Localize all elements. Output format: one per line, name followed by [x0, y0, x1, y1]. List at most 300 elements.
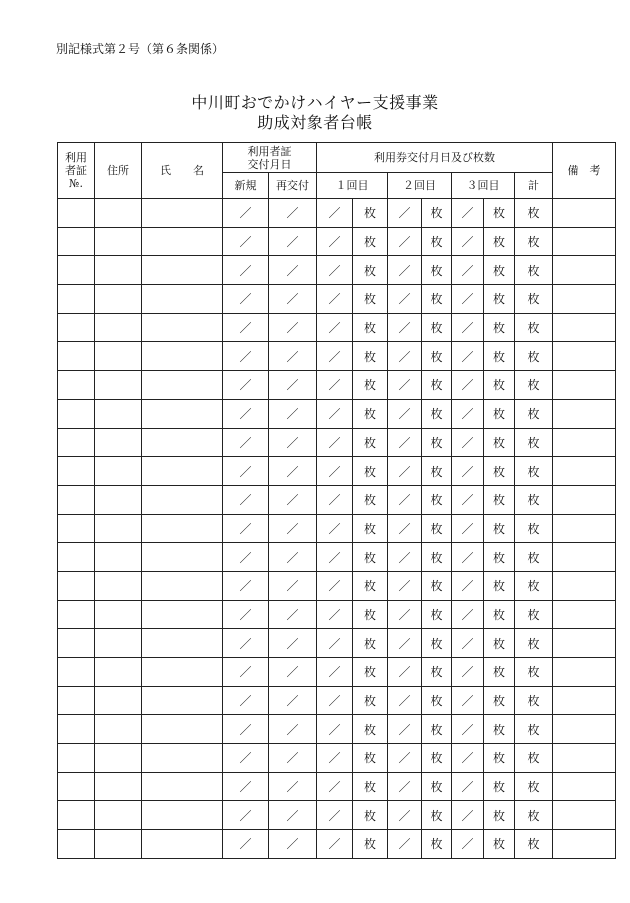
cell-third-sheets: 枚	[484, 801, 515, 830]
document-subtitle: 助成対象者台帳	[257, 113, 373, 132]
cell-first-date: ／	[317, 285, 353, 314]
cell-third-date: ／	[452, 457, 484, 486]
cell-total-sheets: 枚	[515, 227, 553, 256]
cell-third-sheets: 枚	[484, 600, 515, 629]
cell-third-sheets: 枚	[484, 485, 515, 514]
table-row	[58, 830, 616, 859]
cell-second-date: ／	[388, 543, 422, 572]
cell-first-sheets: 枚	[353, 571, 388, 600]
cell-third-date: ／	[452, 629, 484, 658]
cell-new-date: ／	[223, 227, 269, 256]
cell-second-sheets: 枚	[422, 371, 452, 400]
cell-total-sheets: 枚	[515, 543, 553, 572]
cell-third-date: ／	[452, 514, 484, 543]
cell-second-sheets: 枚	[422, 428, 452, 457]
cell-user-no	[58, 514, 95, 543]
cell-user-no	[58, 227, 95, 256]
cell-second-date: ／	[388, 629, 422, 658]
cell-user-no	[58, 457, 95, 486]
cell-reissue-date: ／	[269, 744, 317, 773]
cell-new-date: ／	[223, 658, 269, 687]
table-row	[58, 629, 616, 658]
cell-total-sheets: 枚	[515, 199, 553, 228]
cell-reissue-date: ／	[269, 342, 317, 371]
cell-second-date: ／	[388, 514, 422, 543]
cell-reissue-date: ／	[269, 485, 317, 514]
cell-remarks	[553, 629, 616, 658]
cell-remarks	[553, 313, 616, 342]
cell-reissue-date: ／	[269, 543, 317, 572]
table-row	[58, 744, 616, 773]
cell-address	[95, 371, 142, 400]
header-voucher-issue: 利用券交付月日及び枚数	[317, 143, 553, 173]
header-total: 計	[515, 173, 553, 199]
cell-second-sheets: 枚	[422, 686, 452, 715]
cell-first-date: ／	[317, 744, 353, 773]
table-row	[58, 715, 616, 744]
cell-total-sheets: 枚	[515, 457, 553, 486]
cell-new-date: ／	[223, 801, 269, 830]
cell-name	[142, 629, 223, 658]
cell-total-sheets: 枚	[515, 313, 553, 342]
cell-remarks	[553, 801, 616, 830]
cell-second-date: ／	[388, 399, 422, 428]
cell-first-sheets: 枚	[353, 629, 388, 658]
cell-second-sheets: 枚	[422, 629, 452, 658]
cell-new-date: ／	[223, 744, 269, 773]
cell-second-date: ／	[388, 457, 422, 486]
cell-third-date: ／	[452, 600, 484, 629]
cell-first-date: ／	[317, 428, 353, 457]
cell-second-sheets: 枚	[422, 744, 452, 773]
document-title: 中川町おでかけハイヤー支援事業	[191, 93, 439, 112]
cell-remarks	[553, 485, 616, 514]
cell-address	[95, 514, 142, 543]
cell-second-sheets: 枚	[422, 285, 452, 314]
cell-third-sheets: 枚	[484, 543, 515, 572]
table-row	[58, 428, 616, 457]
cell-third-date: ／	[452, 830, 484, 859]
ledger-table	[57, 142, 616, 859]
cell-user-no	[58, 285, 95, 314]
cell-first-sheets: 枚	[353, 830, 388, 859]
cell-third-sheets: 枚	[484, 744, 515, 773]
cell-first-date: ／	[317, 571, 353, 600]
cell-first-date: ／	[317, 629, 353, 658]
header-address: 住所	[95, 143, 142, 199]
cell-reissue-date: ／	[269, 371, 317, 400]
cell-second-sheets: 枚	[422, 715, 452, 744]
cell-user-no	[58, 571, 95, 600]
cell-first-sheets: 枚	[353, 399, 388, 428]
table-row	[58, 285, 616, 314]
cell-address	[95, 686, 142, 715]
table-row	[58, 514, 616, 543]
cell-third-date: ／	[452, 199, 484, 228]
table-row	[58, 371, 616, 400]
cell-total-sheets: 枚	[515, 571, 553, 600]
cell-second-date: ／	[388, 285, 422, 314]
header-remarks: 備 考	[553, 143, 616, 199]
cell-address	[95, 772, 142, 801]
cell-first-sheets: 枚	[353, 485, 388, 514]
cell-second-sheets: 枚	[422, 485, 452, 514]
cell-address	[95, 227, 142, 256]
cell-first-date: ／	[317, 658, 353, 687]
cell-name	[142, 715, 223, 744]
cell-first-sheets: 枚	[353, 543, 388, 572]
cell-new-date: ／	[223, 686, 269, 715]
cell-second-sheets: 枚	[422, 514, 452, 543]
cell-reissue-date: ／	[269, 428, 317, 457]
cell-second-date: ／	[388, 371, 422, 400]
cell-reissue-date: ／	[269, 457, 317, 486]
cell-remarks	[553, 457, 616, 486]
cell-third-date: ／	[452, 772, 484, 801]
table-row	[58, 801, 616, 830]
cell-first-date: ／	[317, 686, 353, 715]
cell-remarks	[553, 285, 616, 314]
cell-total-sheets: 枚	[515, 514, 553, 543]
cell-reissue-date: ／	[269, 399, 317, 428]
cell-first-date: ／	[317, 399, 353, 428]
cell-name	[142, 428, 223, 457]
cell-remarks	[553, 256, 616, 285]
cell-new-date: ／	[223, 285, 269, 314]
cell-total-sheets: 枚	[515, 772, 553, 801]
cell-name	[142, 371, 223, 400]
cell-first-date: ／	[317, 801, 353, 830]
cell-second-date: ／	[388, 199, 422, 228]
cell-second-date: ／	[388, 686, 422, 715]
cell-user-no	[58, 342, 95, 371]
cell-first-date: ／	[317, 543, 353, 572]
cell-new-date: ／	[223, 830, 269, 859]
header-third: ３回目	[452, 173, 515, 199]
cell-second-sheets: 枚	[422, 801, 452, 830]
cell-user-no	[58, 658, 95, 687]
header-first: １回目	[317, 173, 388, 199]
cell-third-date: ／	[452, 658, 484, 687]
cell-reissue-date: ／	[269, 227, 317, 256]
cell-user-no	[58, 629, 95, 658]
header-new: 新規	[223, 173, 269, 199]
cell-first-sheets: 枚	[353, 658, 388, 687]
cell-third-date: ／	[452, 371, 484, 400]
cell-first-date: ／	[317, 830, 353, 859]
cell-new-date: ／	[223, 543, 269, 572]
table-row	[58, 199, 616, 228]
cell-total-sheets: 枚	[515, 715, 553, 744]
table-row	[58, 658, 616, 687]
cell-remarks	[553, 428, 616, 457]
cell-remarks	[553, 342, 616, 371]
cell-reissue-date: ／	[269, 285, 317, 314]
cell-new-date: ／	[223, 514, 269, 543]
cell-third-date: ／	[452, 428, 484, 457]
cell-first-date: ／	[317, 514, 353, 543]
cell-remarks	[553, 772, 616, 801]
cell-address	[95, 256, 142, 285]
cell-first-sheets: 枚	[353, 285, 388, 314]
cell-total-sheets: 枚	[515, 600, 553, 629]
cell-third-sheets: 枚	[484, 342, 515, 371]
cell-first-date: ／	[317, 313, 353, 342]
cell-user-no	[58, 371, 95, 400]
cell-third-date: ／	[452, 571, 484, 600]
cell-name	[142, 801, 223, 830]
cell-third-sheets: 枚	[484, 772, 515, 801]
cell-third-sheets: 枚	[484, 285, 515, 314]
cell-first-sheets: 枚	[353, 801, 388, 830]
cell-second-date: ／	[388, 313, 422, 342]
cell-first-sheets: 枚	[353, 428, 388, 457]
cell-second-sheets: 枚	[422, 227, 452, 256]
cell-remarks	[553, 658, 616, 687]
cell-address	[95, 199, 142, 228]
cell-second-sheets: 枚	[422, 313, 452, 342]
cell-first-sheets: 枚	[353, 199, 388, 228]
cell-second-sheets: 枚	[422, 600, 452, 629]
cell-new-date: ／	[223, 399, 269, 428]
cell-third-date: ／	[452, 715, 484, 744]
cell-second-date: ／	[388, 227, 422, 256]
cell-reissue-date: ／	[269, 629, 317, 658]
cell-total-sheets: 枚	[515, 371, 553, 400]
cell-second-sheets: 枚	[422, 256, 452, 285]
cell-new-date: ／	[223, 428, 269, 457]
cell-total-sheets: 枚	[515, 428, 553, 457]
cell-first-date: ／	[317, 772, 353, 801]
cell-name	[142, 485, 223, 514]
cell-second-sheets: 枚	[422, 543, 452, 572]
cell-third-sheets: 枚	[484, 227, 515, 256]
table-row	[58, 399, 616, 428]
cell-third-sheets: 枚	[484, 629, 515, 658]
cell-address	[95, 457, 142, 486]
cell-remarks	[553, 543, 616, 572]
cell-address	[95, 313, 142, 342]
table-row	[58, 227, 616, 256]
cell-name	[142, 285, 223, 314]
cell-second-sheets: 枚	[422, 399, 452, 428]
table-row	[58, 342, 616, 371]
cell-address	[95, 428, 142, 457]
cell-name	[142, 600, 223, 629]
cell-new-date: ／	[223, 571, 269, 600]
cell-first-date: ／	[317, 485, 353, 514]
table-row	[58, 772, 616, 801]
cell-third-sheets: 枚	[484, 428, 515, 457]
cell-address	[95, 543, 142, 572]
cell-total-sheets: 枚	[515, 658, 553, 687]
cell-total-sheets: 枚	[515, 629, 553, 658]
cell-address	[95, 285, 142, 314]
cell-new-date: ／	[223, 772, 269, 801]
cell-third-date: ／	[452, 744, 484, 773]
cell-first-date: ／	[317, 199, 353, 228]
cell-user-no	[58, 830, 95, 859]
cell-first-sheets: 枚	[353, 686, 388, 715]
cell-first-sheets: 枚	[353, 744, 388, 773]
header-user-card-no: 利用 者証 №.	[58, 143, 95, 199]
cell-name	[142, 399, 223, 428]
cell-second-date: ／	[388, 428, 422, 457]
cell-new-date: ／	[223, 600, 269, 629]
cell-address	[95, 571, 142, 600]
cell-name	[142, 686, 223, 715]
cell-user-no	[58, 772, 95, 801]
table-row	[58, 256, 616, 285]
cell-total-sheets: 枚	[515, 744, 553, 773]
cell-third-sheets: 枚	[484, 830, 515, 859]
cell-first-sheets: 枚	[353, 457, 388, 486]
cell-third-sheets: 枚	[484, 256, 515, 285]
cell-third-date: ／	[452, 227, 484, 256]
cell-third-sheets: 枚	[484, 514, 515, 543]
cell-name	[142, 772, 223, 801]
header-second: ２回目	[388, 173, 452, 199]
cell-name	[142, 830, 223, 859]
cell-remarks	[553, 199, 616, 228]
table-row	[58, 485, 616, 514]
cell-third-sheets: 枚	[484, 199, 515, 228]
cell-new-date: ／	[223, 371, 269, 400]
cell-new-date: ／	[223, 342, 269, 371]
cell-address	[95, 801, 142, 830]
table-row	[58, 313, 616, 342]
cell-address	[95, 744, 142, 773]
cell-second-date: ／	[388, 571, 422, 600]
cell-second-date: ／	[388, 658, 422, 687]
cell-third-sheets: 枚	[484, 715, 515, 744]
cell-second-sheets: 枚	[422, 457, 452, 486]
cell-total-sheets: 枚	[515, 485, 553, 514]
cell-third-sheets: 枚	[484, 313, 515, 342]
cell-third-date: ／	[452, 342, 484, 371]
cell-reissue-date: ／	[269, 199, 317, 228]
cell-name	[142, 658, 223, 687]
cell-third-sheets: 枚	[484, 371, 515, 400]
form-label: 別記様式第２号（第６条関係）	[56, 42, 225, 56]
cell-remarks	[553, 514, 616, 543]
cell-new-date: ／	[223, 256, 269, 285]
cell-third-date: ／	[452, 485, 484, 514]
cell-reissue-date: ／	[269, 686, 317, 715]
cell-third-sheets: 枚	[484, 399, 515, 428]
cell-name	[142, 543, 223, 572]
cell-address	[95, 600, 142, 629]
cell-user-no	[58, 543, 95, 572]
cell-user-no	[58, 428, 95, 457]
cell-second-date: ／	[388, 485, 422, 514]
cell-remarks	[553, 571, 616, 600]
cell-total-sheets: 枚	[515, 399, 553, 428]
cell-first-date: ／	[317, 256, 353, 285]
cell-name	[142, 342, 223, 371]
cell-third-date: ／	[452, 399, 484, 428]
header-card-issue-date: 利用者証 交付月日	[223, 143, 317, 173]
table-row	[58, 543, 616, 572]
cell-first-sheets: 枚	[353, 772, 388, 801]
cell-new-date: ／	[223, 457, 269, 486]
cell-total-sheets: 枚	[515, 285, 553, 314]
cell-address	[95, 629, 142, 658]
cell-second-date: ／	[388, 600, 422, 629]
cell-user-no	[58, 686, 95, 715]
cell-first-sheets: 枚	[353, 342, 388, 371]
cell-first-date: ／	[317, 457, 353, 486]
cell-user-no	[58, 600, 95, 629]
cell-user-no	[58, 199, 95, 228]
cell-second-sheets: 枚	[422, 830, 452, 859]
cell-first-sheets: 枚	[353, 600, 388, 629]
cell-user-no	[58, 485, 95, 514]
cell-total-sheets: 枚	[515, 801, 553, 830]
cell-first-date: ／	[317, 715, 353, 744]
cell-reissue-date: ／	[269, 772, 317, 801]
cell-remarks	[553, 399, 616, 428]
cell-reissue-date: ／	[269, 313, 317, 342]
cell-remarks	[553, 715, 616, 744]
cell-second-date: ／	[388, 256, 422, 285]
cell-second-date: ／	[388, 715, 422, 744]
cell-address	[95, 342, 142, 371]
cell-first-date: ／	[317, 371, 353, 400]
cell-third-sheets: 枚	[484, 457, 515, 486]
cell-first-date: ／	[317, 600, 353, 629]
cell-user-no	[58, 313, 95, 342]
cell-third-date: ／	[452, 801, 484, 830]
cell-address	[95, 399, 142, 428]
cell-first-sheets: 枚	[353, 256, 388, 285]
cell-address	[95, 485, 142, 514]
cell-name	[142, 571, 223, 600]
cell-second-date: ／	[388, 772, 422, 801]
cell-remarks	[553, 686, 616, 715]
table-row	[58, 571, 616, 600]
cell-reissue-date: ／	[269, 571, 317, 600]
cell-first-date: ／	[317, 227, 353, 256]
cell-new-date: ／	[223, 199, 269, 228]
cell-name	[142, 227, 223, 256]
cell-third-date: ／	[452, 285, 484, 314]
cell-third-sheets: 枚	[484, 658, 515, 687]
table-row	[58, 686, 616, 715]
cell-third-date: ／	[452, 256, 484, 285]
cell-second-date: ／	[388, 830, 422, 859]
cell-total-sheets: 枚	[515, 830, 553, 859]
header-name: 氏 名	[142, 143, 223, 199]
cell-third-date: ／	[452, 313, 484, 342]
cell-reissue-date: ／	[269, 256, 317, 285]
cell-first-sheets: 枚	[353, 514, 388, 543]
cell-remarks	[553, 371, 616, 400]
cell-reissue-date: ／	[269, 514, 317, 543]
cell-total-sheets: 枚	[515, 342, 553, 371]
cell-third-date: ／	[452, 686, 484, 715]
cell-third-date: ／	[452, 543, 484, 572]
cell-user-no	[58, 256, 95, 285]
cell-remarks	[553, 600, 616, 629]
cell-second-sheets: 枚	[422, 571, 452, 600]
cell-first-sheets: 枚	[353, 313, 388, 342]
cell-new-date: ／	[223, 629, 269, 658]
cell-address	[95, 715, 142, 744]
cell-new-date: ／	[223, 715, 269, 744]
cell-reissue-date: ／	[269, 600, 317, 629]
cell-name	[142, 457, 223, 486]
